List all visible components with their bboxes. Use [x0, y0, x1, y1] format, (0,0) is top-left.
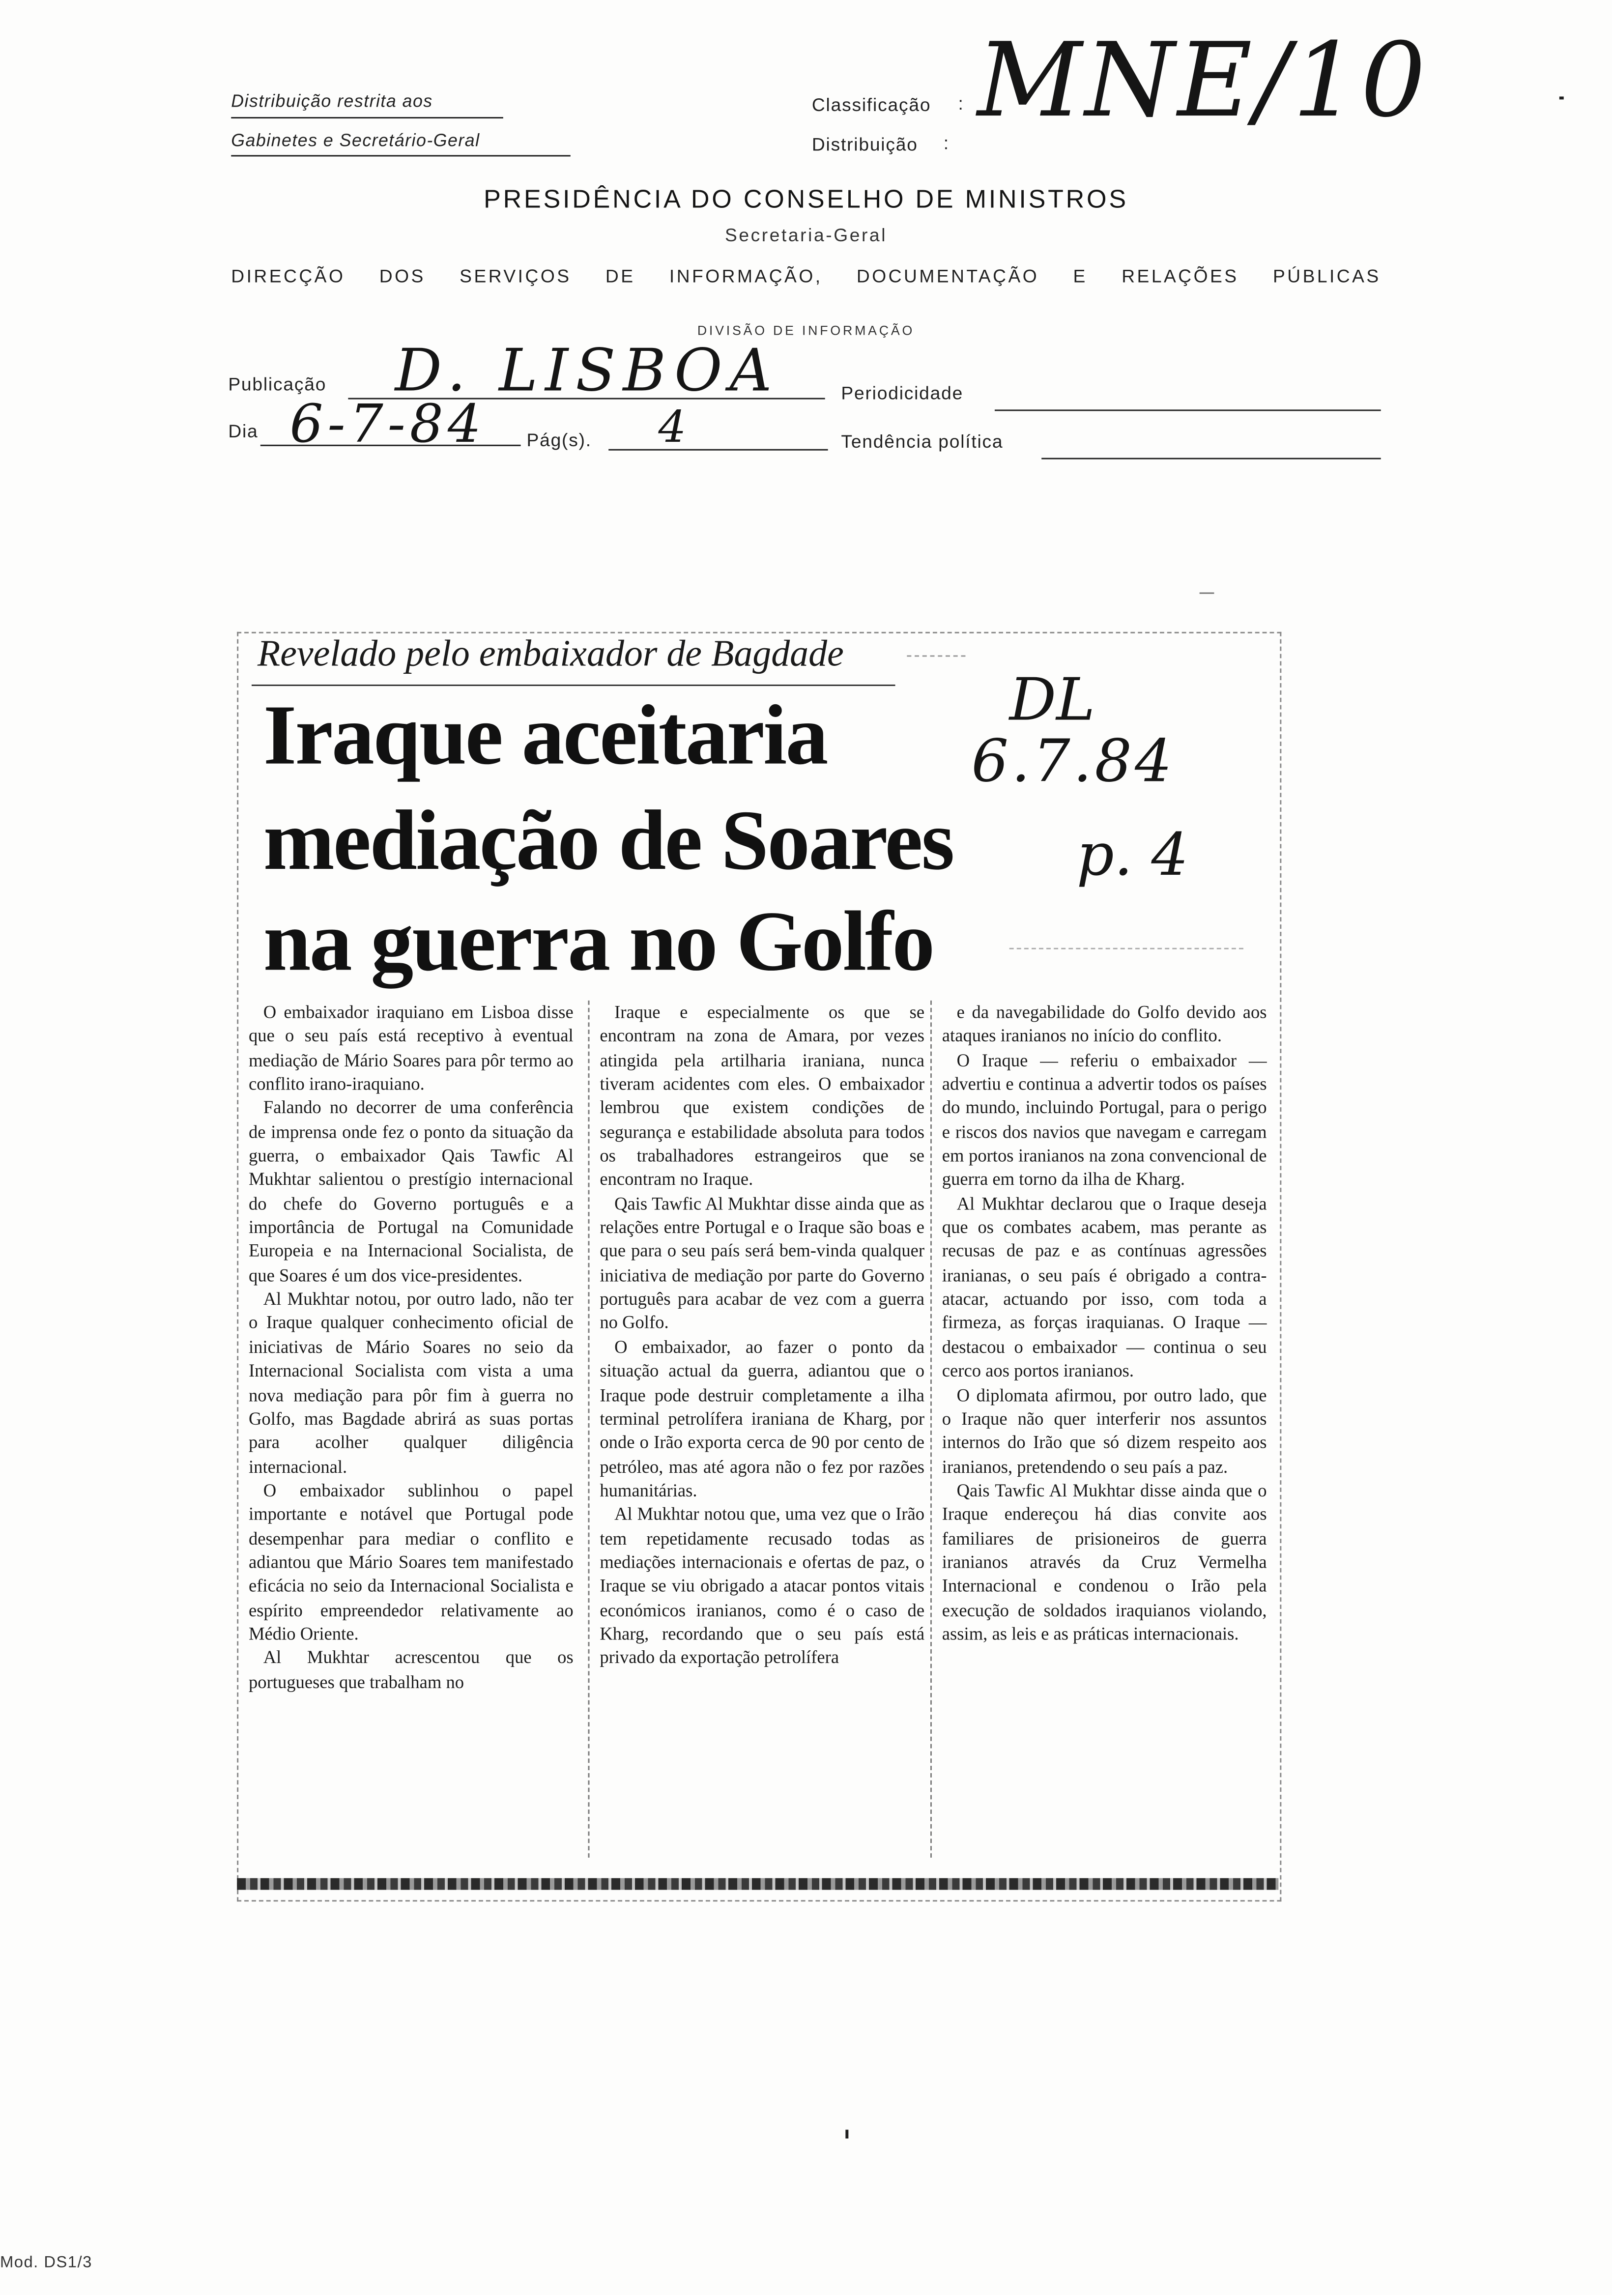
- pags-value: 4: [658, 402, 687, 454]
- paragraph: Al Mukhtar notou que, uma vez que o Irão tem repetidamente recusado todas as mediações internacionais e ofertas de paz, o Iraque se viu obrigado a atacar pontos vitais económicos iranianos, como é o caso de Kharg, recordando que o seu país está privado da exportação petrolífera: [600, 1504, 925, 1668]
- paragraph: Falando no decorrer de uma conferência de imprensa onde fez o ponto da situação da guerra, o embaixador Qais Tawfic Al Mukhtar salientou o prestígio internacional do chefe do Governo português e a importância de Portugal na Comunidade Europeia e na Internacional Socialista, de que Soares é um dos vice-presidentes.: [248, 1097, 574, 1286]
- dia-value: 6-7-84: [289, 395, 486, 455]
- paragraph: O diplomata afirmou, por outro lado, que o Iraque não quer interferir nos assuntos internos do Irão que só dizem respeito aos iranianos, pretendendo o seu país a paz.: [942, 1384, 1267, 1477]
- distribution-line-1: Distribuição restrita aos: [231, 90, 433, 112]
- paragraph: O embaixador iraquiano em Lisboa disse que o seu país está receptivo à eventual mediação de Mário Soares para pôr termo ao conflito irano-iraquiano.: [248, 1002, 574, 1094]
- subtitle: Secretaria-Geral: [724, 225, 888, 246]
- colon: :: [958, 93, 964, 115]
- headline-line-1: Iraque aceitaria: [263, 687, 827, 783]
- paragraph: O embaixador, ao fazer o ponto da situação actual da guerra, adiantou que o Iraque pode destruir completamente a ilha terminal petrolífera iraniana de Kharg, por onde o Irão exporta cerca de 90 por cento de petróleo, mas até agora não o fez por razões humanitárias.: [600, 1336, 925, 1501]
- dia-label: Dia: [228, 421, 259, 442]
- column-rule: [930, 1001, 932, 1858]
- scan-speck: [1200, 592, 1214, 594]
- scan-speck: [845, 2130, 848, 2139]
- paragraph: Qais Tawfic Al Mukhtar disse ainda que as relações entre Portugal e o Iraque são boas e que para o seu país será bem-vinda qualquer iniciativa de mediação por parte do Governo português para acabar de vez com a guerra no Golfo.: [600, 1193, 925, 1333]
- kicker-rule: [252, 685, 895, 686]
- distribuicao-label: Distribuição: [811, 134, 918, 155]
- column-rule: [588, 1001, 590, 1858]
- handwritten-classification: MNE/10: [977, 20, 1429, 141]
- scan-noise: [1009, 948, 1243, 949]
- headline-line-3: na guerra no Golfo: [263, 893, 934, 989]
- classificacao-label: Classificação: [811, 95, 931, 116]
- paragraph: Al Mukhtar notou, por outro lado, não ter o Iraque qualquer conhecimento oficial de iniciativas de Mário Soares no seio da Internacional Socialista com vista a uma nova mediação para pôr fim à guerra no Golfo, mas Bagdade abrirá as suas portas para acolher qualquer diligência internacional.: [248, 1289, 574, 1477]
- paragraph: O embaixador sublinhou o papel importante e notável que Portugal pode desempenhar para mediar o conflito e adiantou que Mário Soares tem manifestado eficácia no seio da Internacional Socialista e espírito empreendedor relativamente ao Médio Oriente.: [248, 1480, 574, 1644]
- direccao-heading: DIRECÇÃO DOS SERVIÇOS DE INFORMAÇÃO, DOCUMENTAÇÃO E RELAÇÕES PÚBLICAS: [231, 266, 1381, 287]
- pags-field-line: [608, 449, 828, 451]
- annotation-page: p. 4: [1076, 822, 1189, 890]
- main-title: PRESIDÊNCIA DO CONSELHO DE MINISTROS: [484, 184, 1128, 214]
- tendencia-label: Tendência política: [841, 431, 1004, 452]
- annotation-date: 6.7.84: [971, 728, 1175, 796]
- periodicidade-label: Periodicidade: [841, 383, 964, 404]
- article-column-3: [942, 1001, 1267, 1646]
- clipping-bottom-edge: [237, 1878, 1278, 1890]
- footer-code: Mod. DS1/3: [0, 2254, 92, 2272]
- distribution-line-2: Gabinetes e Secretário-Geral: [231, 130, 480, 151]
- paragraph: Iraque e especialmente os que se encontram na zona de Amara, por vezes atingida pela artilharia iraniana, nunca tiveram acidentes com eles. O embaixador lembrou que existem condições de segurança e estabilidade absoluta para todos os trabalhadores estrangeiros que se encontram no Iraque.: [600, 1002, 925, 1190]
- clipping-kicker: Revelado pelo embaixador de Bagdade: [257, 631, 844, 675]
- periodicidade-field-line: [995, 409, 1381, 411]
- article-column-2: [600, 1001, 924, 1670]
- headline-line-2: mediação de Soares: [263, 793, 953, 888]
- scan-speck: [1559, 96, 1564, 99]
- paragraph: Qais Tawfic Al Mukhtar disse ainda que o Iraque endereçou há dias convite aos familiares de prisioneiros de guerra iranianos através da Cruz Vermelha Internacional e condenou o Irão pela execução de soldados iraquianos violando, assim, as leis e as práticas internacionais.: [942, 1480, 1267, 1644]
- underline: [231, 155, 571, 156]
- tendencia-field-line: [1041, 458, 1381, 459]
- article-column-1: [249, 1001, 574, 1694]
- paragraph: Al Mukhtar declarou que o Iraque deseja que os combates acabem, mas perante as recusas de paz e as contínuas agressões iranianas, o seu país é obrigado a contra-atacar, actuando por isso, com toda a firmeza, as forças iraquianas. O Iraque — destacou o embaixador — continua o seu cerco aos portos iranianos.: [942, 1193, 1267, 1381]
- divisao-heading: DIVISÃO DE INFORMAÇÃO: [697, 323, 915, 338]
- paragraph: Al Mukhtar acrescentou que os portugueses que trabalham no: [248, 1647, 574, 1692]
- publicacao-value: D. LISBOA: [395, 338, 779, 405]
- colon: :: [943, 133, 950, 154]
- scan-noise: [907, 655, 965, 657]
- paragraph: e da navegabilidade do Golfo devido aos ataques iranianos no início do conflito.: [942, 1002, 1267, 1047]
- publicacao-label: Publicação: [228, 374, 327, 395]
- underline: [231, 117, 503, 118]
- paragraph: O Iraque — referiu o embaixador — advertiu e continua a advertir todos os países do mundo, incluindo Portugal, para o perigo e riscos dos navios que navegam e carregam em portos iranianos na zona convencional de guerra em torno da ilha de Kharg.: [942, 1050, 1267, 1190]
- pags-label: Pág(s).: [526, 430, 592, 451]
- annotation-source: DL: [1009, 667, 1095, 735]
